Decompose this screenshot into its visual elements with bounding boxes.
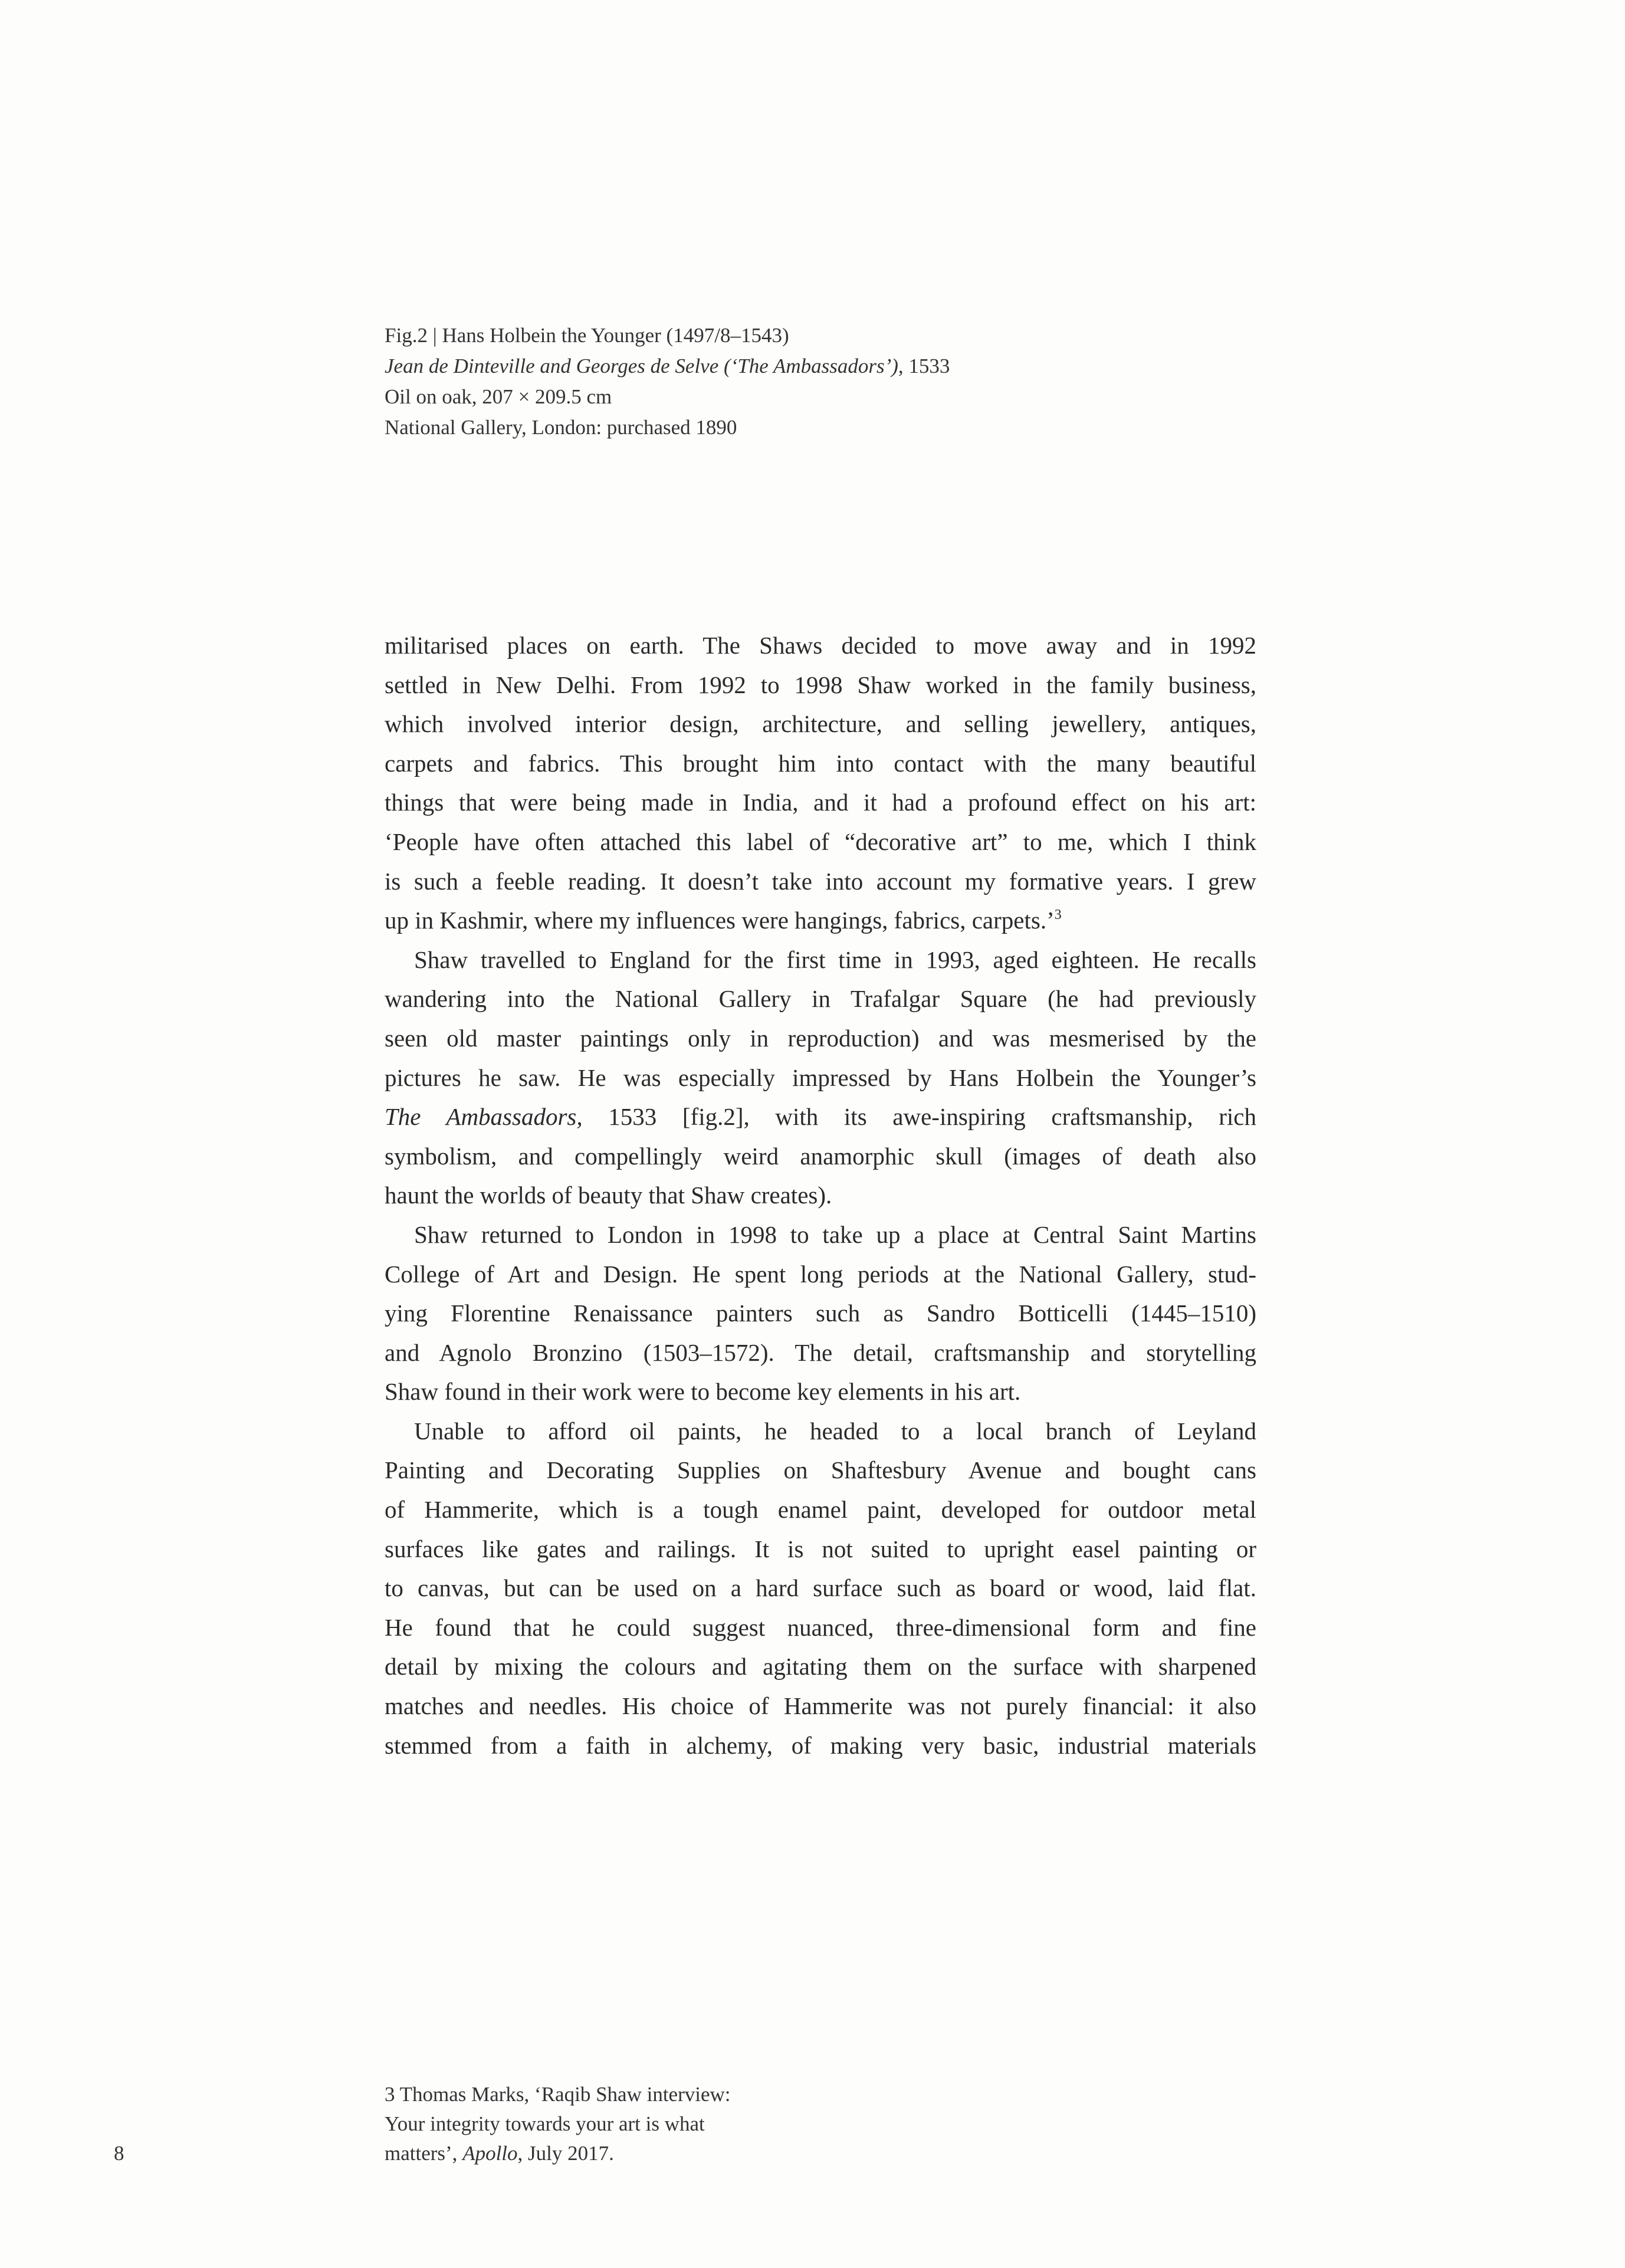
text-line: ying Florentine Renaissance painters such as Sandro Botticelli (1445–1510) xyxy=(385,1299,1256,1327)
footnote-line xyxy=(385,2139,731,2168)
caption-artwork-title: Jean de Dinteville and Georges de Selve (‘The Ambassadors’) xyxy=(385,355,898,378)
text-line: stemmed from a faith in alchemy, of making very basic, industrial materials xyxy=(385,1731,1256,1759)
footnote-text: matters’, xyxy=(385,2142,463,2165)
text-line: carpets and fabrics. This brought him into contact with the many beautiful xyxy=(385,749,1256,777)
text-segment: up in Kashmir, where my influences were hangings, fabrics, carpets.’ xyxy=(385,907,1055,934)
text-line: Shaw travelled to England for the first time in 1993, aged eighteen. He recalls xyxy=(414,946,1256,973)
text-line xyxy=(385,901,1256,940)
text-line: College of Art and Design. He spent long periods at the National Gallery, stud- xyxy=(385,1260,1256,1288)
caption-medium: Oil on oak, 207 × 209.5 cm xyxy=(385,385,612,408)
paragraph xyxy=(385,1412,1256,1765)
footnote-reference: 3 xyxy=(1054,907,1062,923)
text-line: is such a feeble reading. It doesn’t take into account my formative years. I grew xyxy=(385,867,1256,895)
text-line: Unable to afford oil paints, he headed to a local branch of Leyland xyxy=(414,1417,1256,1445)
text-segment: 1533 [fig.2], with its awe-inspiring craftsmanship, rich xyxy=(582,1103,1256,1131)
footnote-line: 3 Thomas Marks, ‘Raqib Shaw interview: xyxy=(385,2083,731,2106)
text-line: haunt the worlds of beauty that Shaw creates). xyxy=(385,1181,832,1209)
footnote-line: Your integrity towards your art is what xyxy=(385,2112,705,2135)
text-line: pictures he saw. He was especially impressed by Hans Holbein the Younger’s xyxy=(385,1064,1256,1091)
footnote-publication: Apollo xyxy=(462,2142,518,2165)
text-line: detail by mixing the colours and agitating them on the surface with sharpened xyxy=(385,1653,1256,1681)
text-line: to canvas, but can be used on a hard surface such as board or wood, laid flat. xyxy=(385,1574,1256,1602)
text-line: seen old master paintings only in reproduction) and was mesmerised by the xyxy=(385,1024,1256,1052)
text-line: Shaw found in their work were to become key elements in his art. xyxy=(385,1378,1021,1406)
text-line: matches and needles. His choice of Hammerite was not purely financial: it also xyxy=(385,1692,1256,1720)
text-line: things that were being made in India, and it had a profound effect on his art: xyxy=(385,789,1256,816)
paragraph xyxy=(385,626,1256,940)
caption-collection: National Gallery, London: purchased 1890 xyxy=(385,416,737,439)
paragraph xyxy=(385,1215,1256,1412)
figure-caption xyxy=(385,320,950,443)
text-line: symbolism, and compellingly weird anamorphic skull (images of death also xyxy=(385,1142,1256,1170)
text-line: which involved interior design, architecture, and selling jewellery, antiques, xyxy=(385,710,1256,738)
text-line: Painting and Decorating Supplies on Shaftesbury Avenue and bought cans xyxy=(385,1456,1256,1484)
text-line: Shaw returned to London in 1998 to take up a place at Central Saint Martins xyxy=(414,1220,1256,1248)
footnote xyxy=(385,2080,731,2168)
paragraph xyxy=(385,940,1256,1215)
text-line: of Hammerite, which is a tough enamel paint, developed for outdoor metal xyxy=(385,1496,1256,1524)
text-line: surfaces like gates and railings. It is not suited to upright easel painting or xyxy=(385,1535,1256,1563)
body-text xyxy=(385,626,1256,1765)
text-line xyxy=(385,1097,1256,1137)
text-line: ‘People have often attached this label of “decorative art” to me, which I think xyxy=(385,828,1256,855)
caption-figure-artist: Fig.2 | Hans Holbein the Younger (1497/8–1543) xyxy=(385,324,789,347)
text-line: militarised places on earth. The Shaws decided to move away and in 1992 xyxy=(385,632,1256,659)
italic-title: The Ambassadors, xyxy=(385,1103,583,1131)
page-number: 8 xyxy=(114,2142,124,2165)
text-line: settled in New Delhi. From 1992 to 1998 Shaw worked in the family business, xyxy=(385,671,1256,698)
caption-title-line xyxy=(385,351,950,382)
caption-year: , 1533 xyxy=(898,355,950,378)
text-line: wandering into the National Gallery in Trafalgar Square (he had previously xyxy=(385,985,1256,1013)
text-line: and Agnolo Bronzino (1503–1572). The detail, craftsmanship and storytelling xyxy=(385,1338,1256,1366)
text-line: He found that he could suggest nuanced, three-dimensional form and fine xyxy=(385,1613,1256,1641)
footnote-text: , July 2017. xyxy=(517,2142,614,2165)
